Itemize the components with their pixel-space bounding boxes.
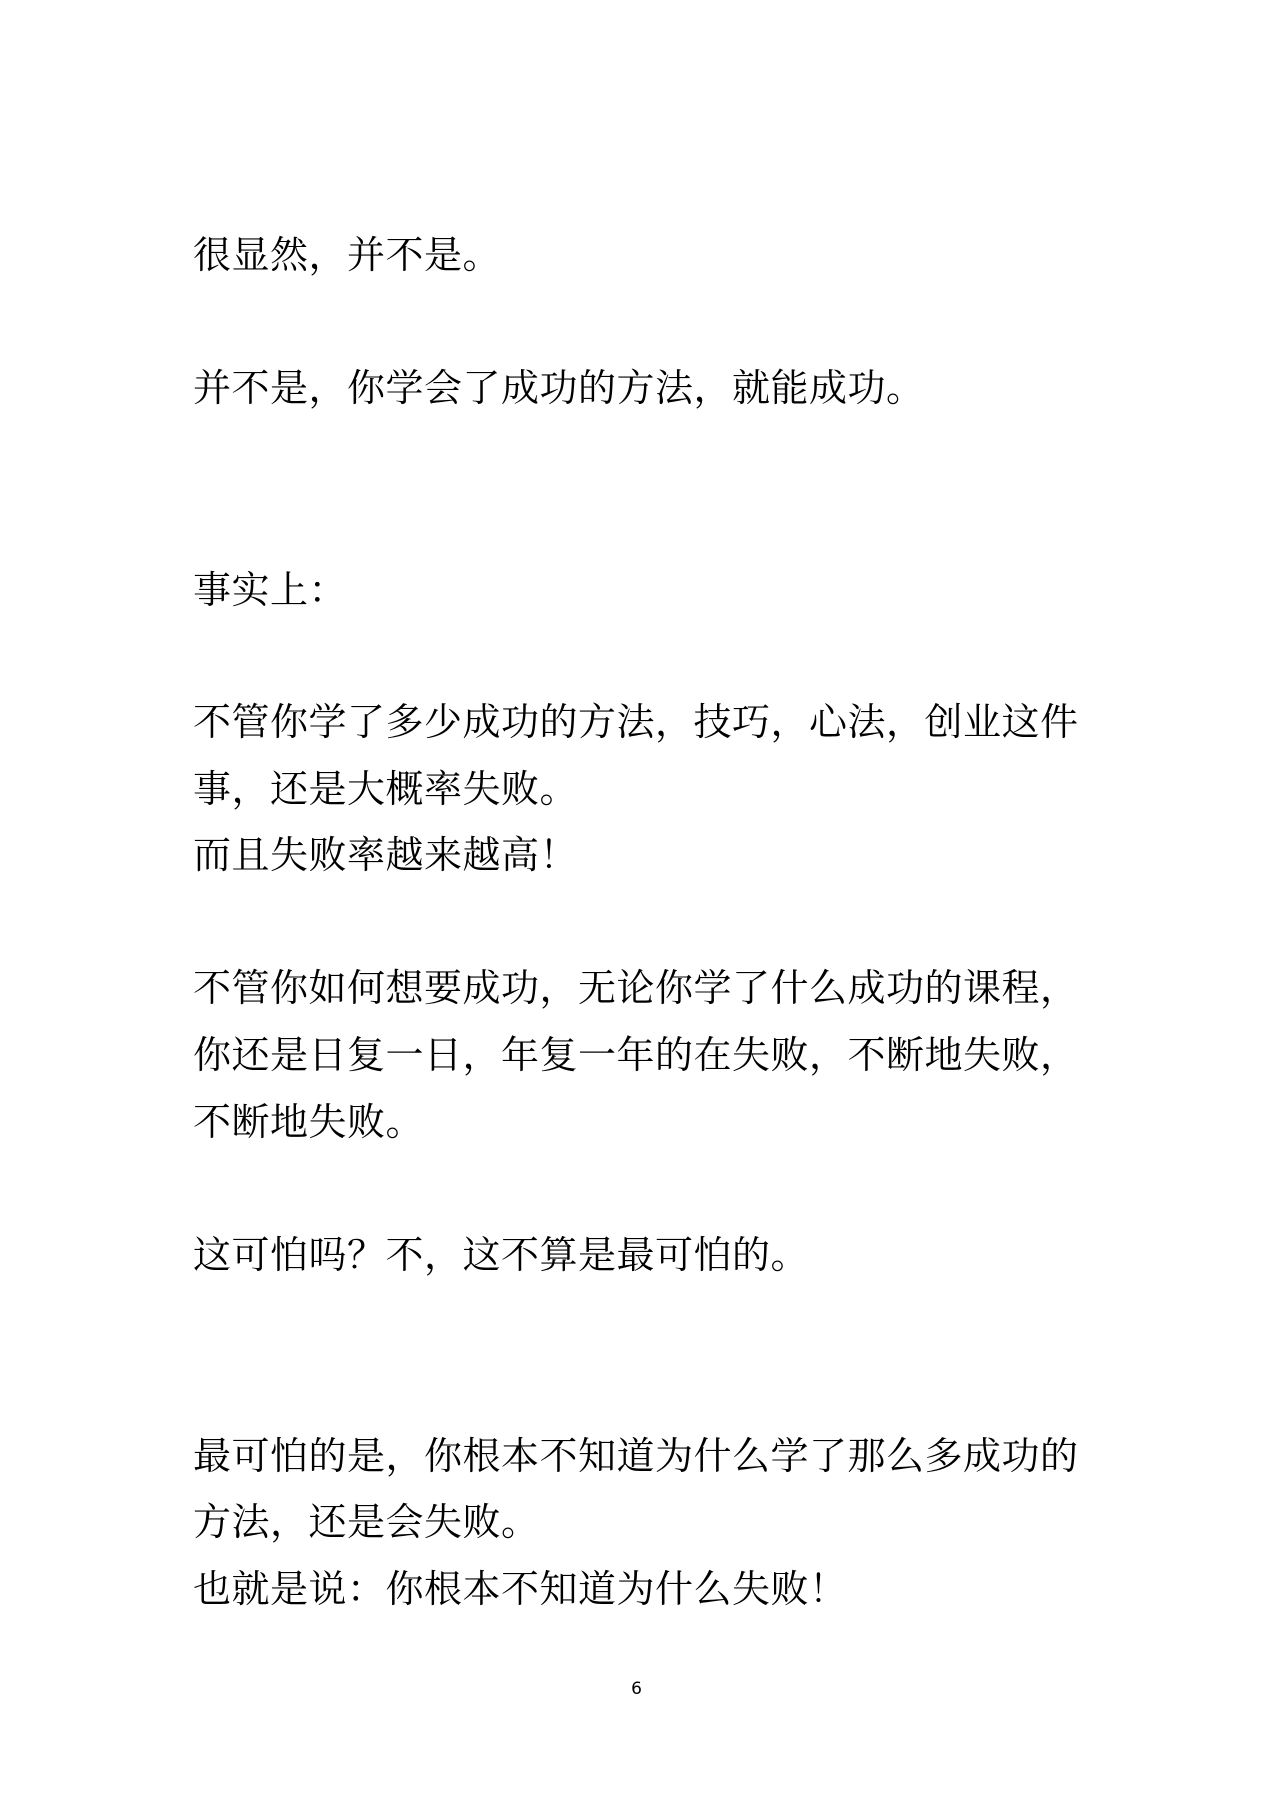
paragraph-4-line-3: 而且失败率越来越高！ <box>193 833 579 877</box>
paragraph-4-line-2: 事，还是大概率失败。 <box>193 767 579 811</box>
paragraph-7-line-2: 方法，还是会失败。 <box>193 1500 540 1544</box>
paragraph-4-line-1: 不管你学了多少成功的方法，技巧，心法，创业这件 <box>193 700 1079 744</box>
paragraph-2-line-1: 并不是，你学会了成功的方法，就能成功。 <box>193 366 925 410</box>
paragraph-5-line-2: 你还是日复一日，年复一年的在失败，不断地失败， <box>193 1033 1079 1077</box>
paragraph-7-line-3: 也就是说：你根本不知道为什么失败！ <box>193 1567 848 1611</box>
paragraph-3-line-1: 事实上： <box>193 568 348 612</box>
paragraph-1-line-1: 很显然，并不是。 <box>193 233 502 277</box>
paragraph-7-line-1: 最可怕的是，你根本不知道为什么学了那么多成功的 <box>193 1434 1079 1478</box>
paragraph-5-line-3: 不断地失败。 <box>193 1100 425 1144</box>
page-number: 6 <box>631 1679 642 1699</box>
paragraph-5-line-1: 不管你如何想要成功，无论你学了什么成功的课程， <box>193 966 1079 1010</box>
paragraph-6-line-1: 这可怕吗？不，这不算是最可怕的。 <box>193 1233 810 1277</box>
